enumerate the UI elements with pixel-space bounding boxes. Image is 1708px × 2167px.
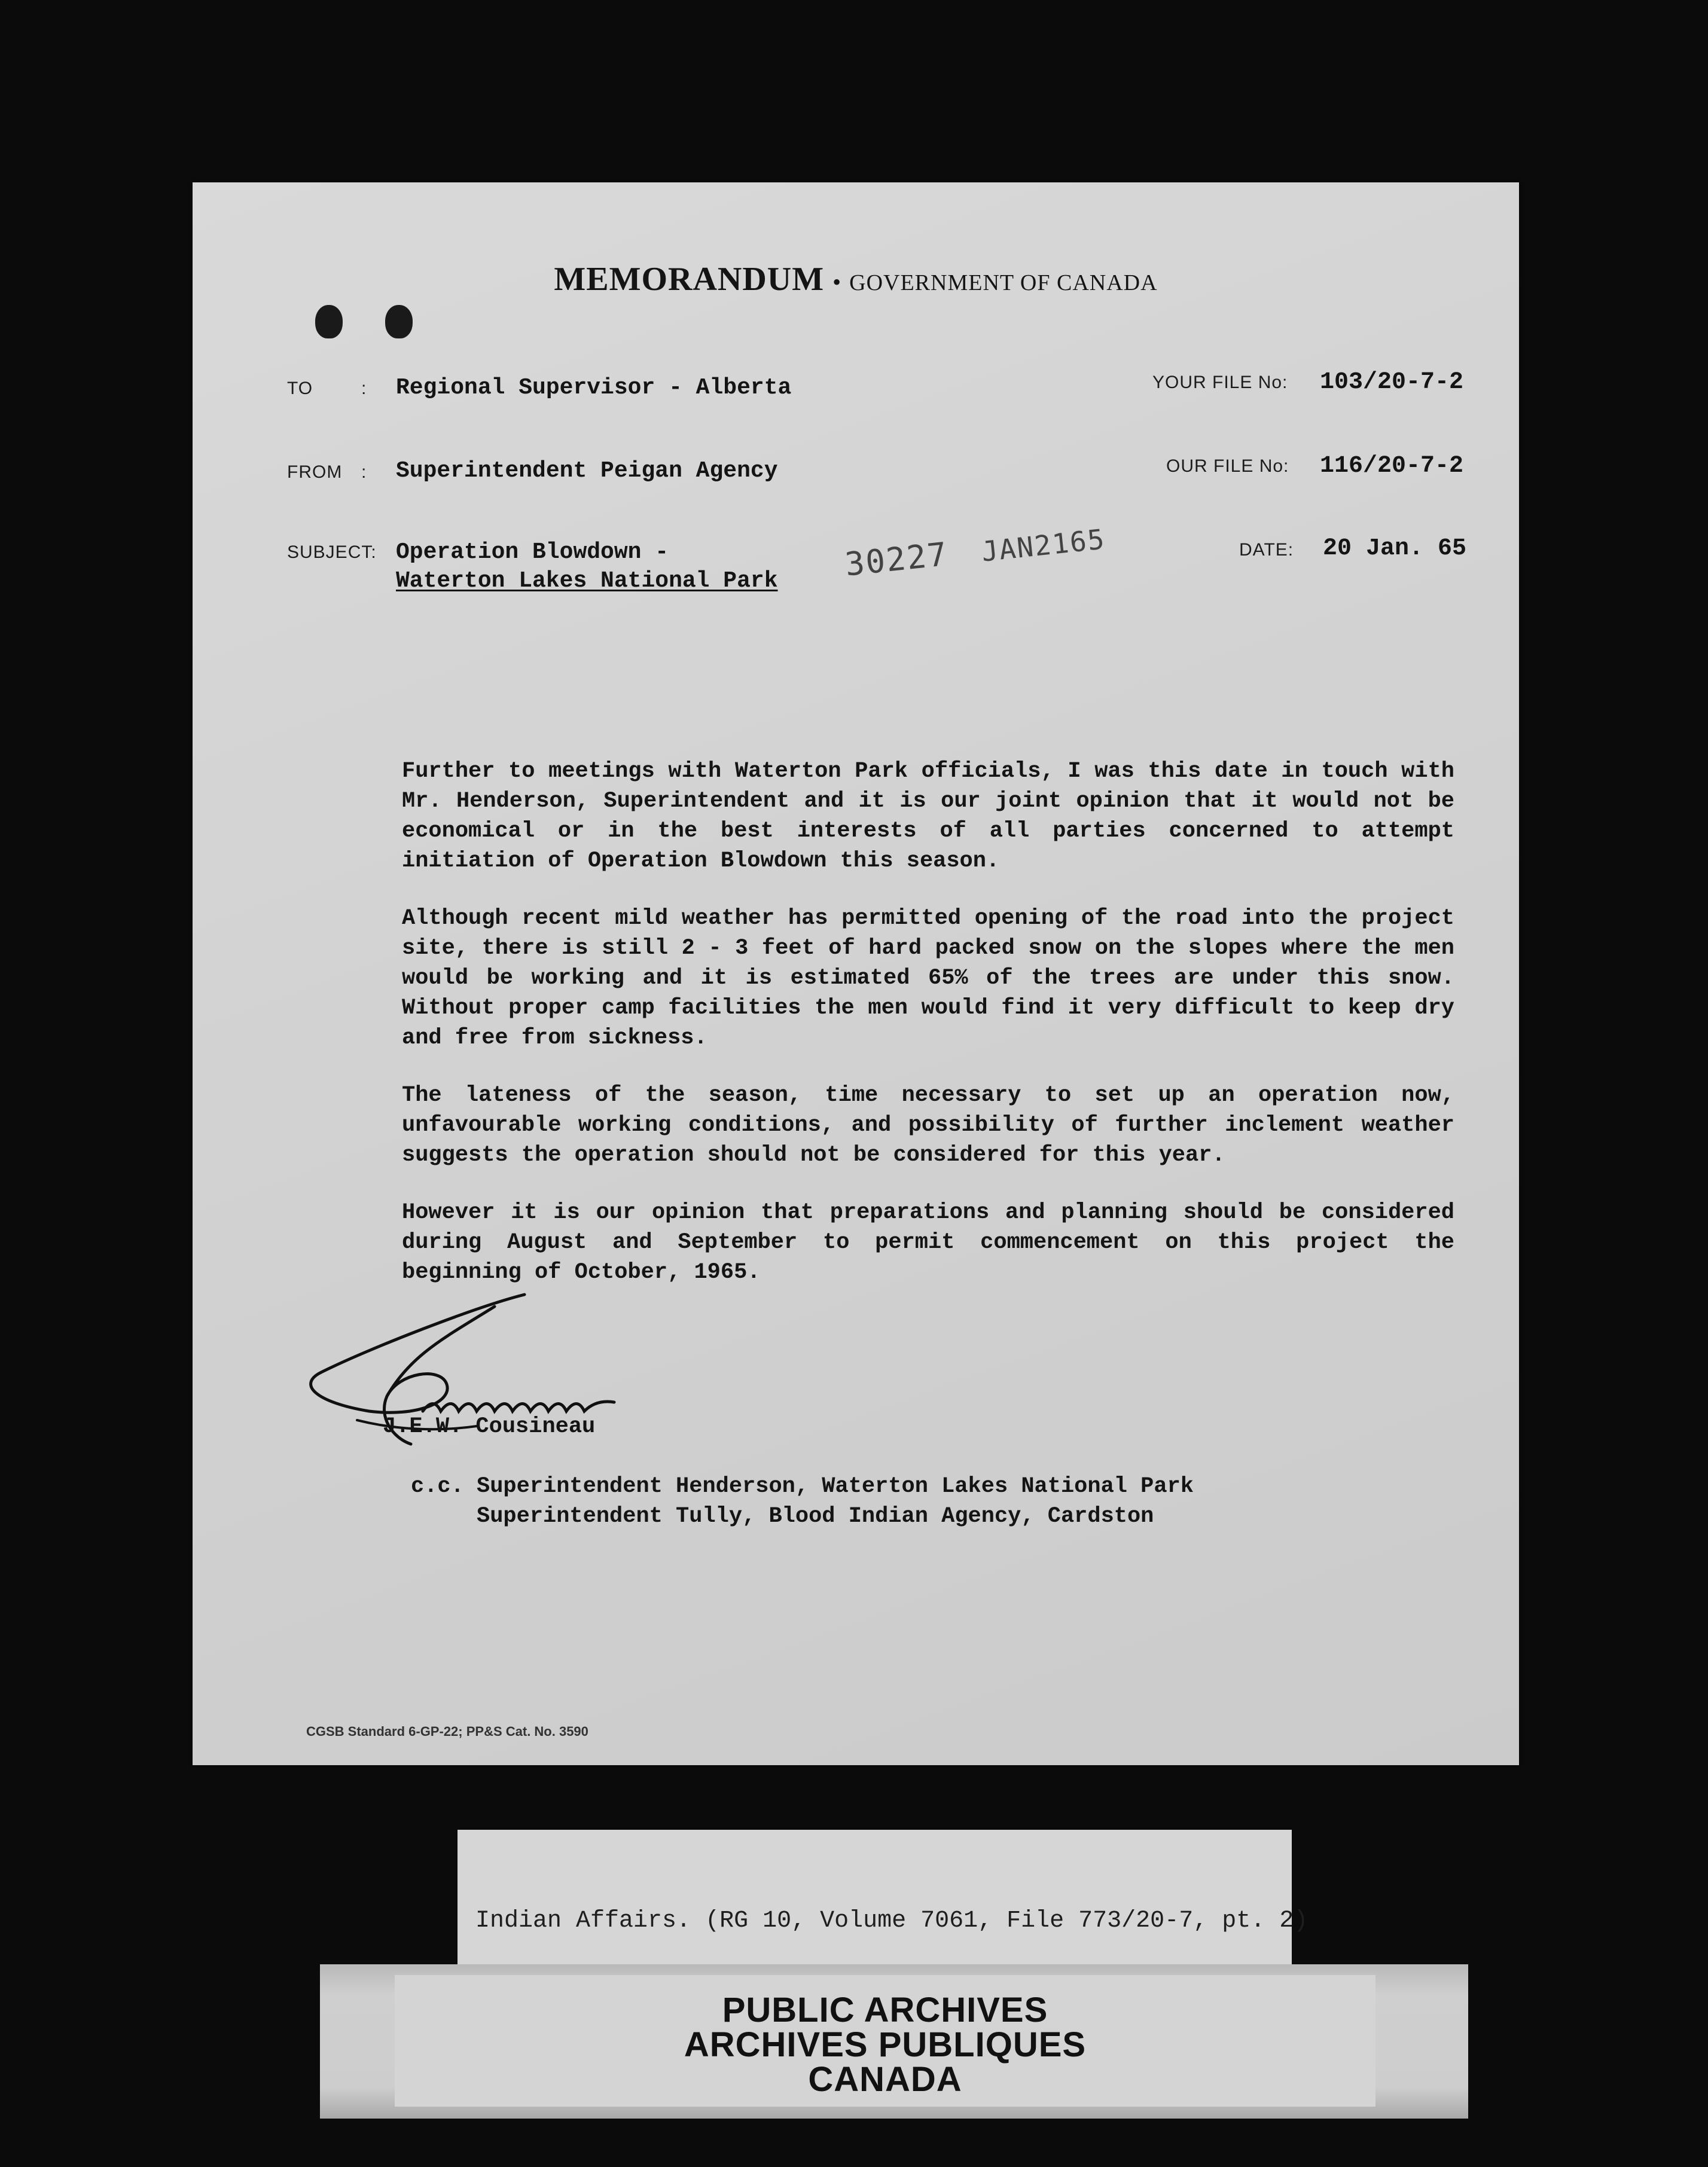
date-label: DATE: <box>1239 540 1294 560</box>
from-label: FROM <box>287 462 343 482</box>
body-paragraph: Although recent mild weather has permitted opening of the road into the project site, there is still 2 - 3 feet of hard packed snow on the slopes where the men would be working and it is estimated 65% of the trees are under this snow. Without proper camp facilities the men would find it very difficult to keep dry and free from sickness. <box>402 906 1454 1051</box>
to-value: Regional Supervisor - Alberta <box>396 375 792 401</box>
memo-title: MEMORANDUM <box>554 261 825 298</box>
date-value: 20 Jan. 65 <box>1323 535 1467 562</box>
your-file-value: 103/20-7-2 <box>1320 369 1464 396</box>
cc-line-1: Superintendent Henderson, Waterton Lakes National Park <box>477 1474 1194 1499</box>
body-paragraph: The lateness of the season, time necessary to set up an operation now, unfavourable working conditions, and possibility of further inclement weather suggests the operation should not be considered for this year. <box>402 1083 1454 1168</box>
memo-sheet <box>193 182 1519 1765</box>
stamp-number: 30227 <box>843 535 950 584</box>
to-label: TO <box>287 379 313 398</box>
received-stamp <box>843 518 1107 583</box>
to-colon: : <box>361 379 367 398</box>
subject-line-2: Waterton Lakes National Park <box>396 568 778 594</box>
memo-subtitle: GOVERNMENT OF CANADA <box>849 270 1158 295</box>
memo-header <box>193 260 1519 298</box>
our-file-value: 116/20-7-2 <box>1320 453 1464 480</box>
punch-hole <box>315 305 343 338</box>
cc-line-2: Superintendent Tully, Blood Indian Agency, Cardston <box>477 1504 1154 1529</box>
memo-body <box>402 756 1454 1315</box>
archive-reference-card <box>458 1830 1309 1964</box>
archive-stamp-strip <box>320 1964 1468 2119</box>
stamp-date: JAN2165 <box>980 523 1107 568</box>
body-paragraph: However it is our opinion that preparations and planning should be considered during August and September to permit commencement on this project the beginning of October, 1965. <box>402 1200 1454 1285</box>
archive-stamp-line-2: ARCHIVES PUBLIQUES <box>684 2025 1087 2064</box>
subject-line-1: Operation Blowdown - <box>396 539 669 565</box>
archive-reference-text: Indian Affairs. (RG 10, Volume 7061, File 773/20-7, pt. 2) <box>475 1907 1309 1934</box>
archive-stamp-line-1: PUBLIC ARCHIVES <box>722 1991 1048 2029</box>
archive-stamp-panel <box>395 1975 1375 2107</box>
body-paragraph: Further to meetings with Waterton Park officials, I was this date in touch with Mr. Henderson, Superintendent and it is our joint opinion that it would not be economical or in the best interests of all parties concerned to attempt initiation of Operation Blowdown this season. <box>402 759 1454 874</box>
subject-label: SUBJECT: <box>287 542 377 562</box>
from-colon: : <box>361 462 367 482</box>
archive-stamp-line-3: CANADA <box>808 2060 962 2099</box>
cc-prefix: c.c. <box>411 1474 464 1499</box>
your-file-label: YOUR FILE No: <box>1152 373 1288 392</box>
archive-stamp-text <box>395 1993 1375 2097</box>
header-separator: • <box>832 268 841 295</box>
from-value: Superintendent Peigan Agency <box>396 458 778 484</box>
punch-hole <box>385 305 413 338</box>
our-file-label: OUR FILE No: <box>1166 456 1289 476</box>
signatory-name: J.E.W. Cousineau <box>383 1414 596 1439</box>
form-number: CGSB Standard 6-GP-22; PP&S Cat. No. 3590 <box>306 1724 588 1739</box>
